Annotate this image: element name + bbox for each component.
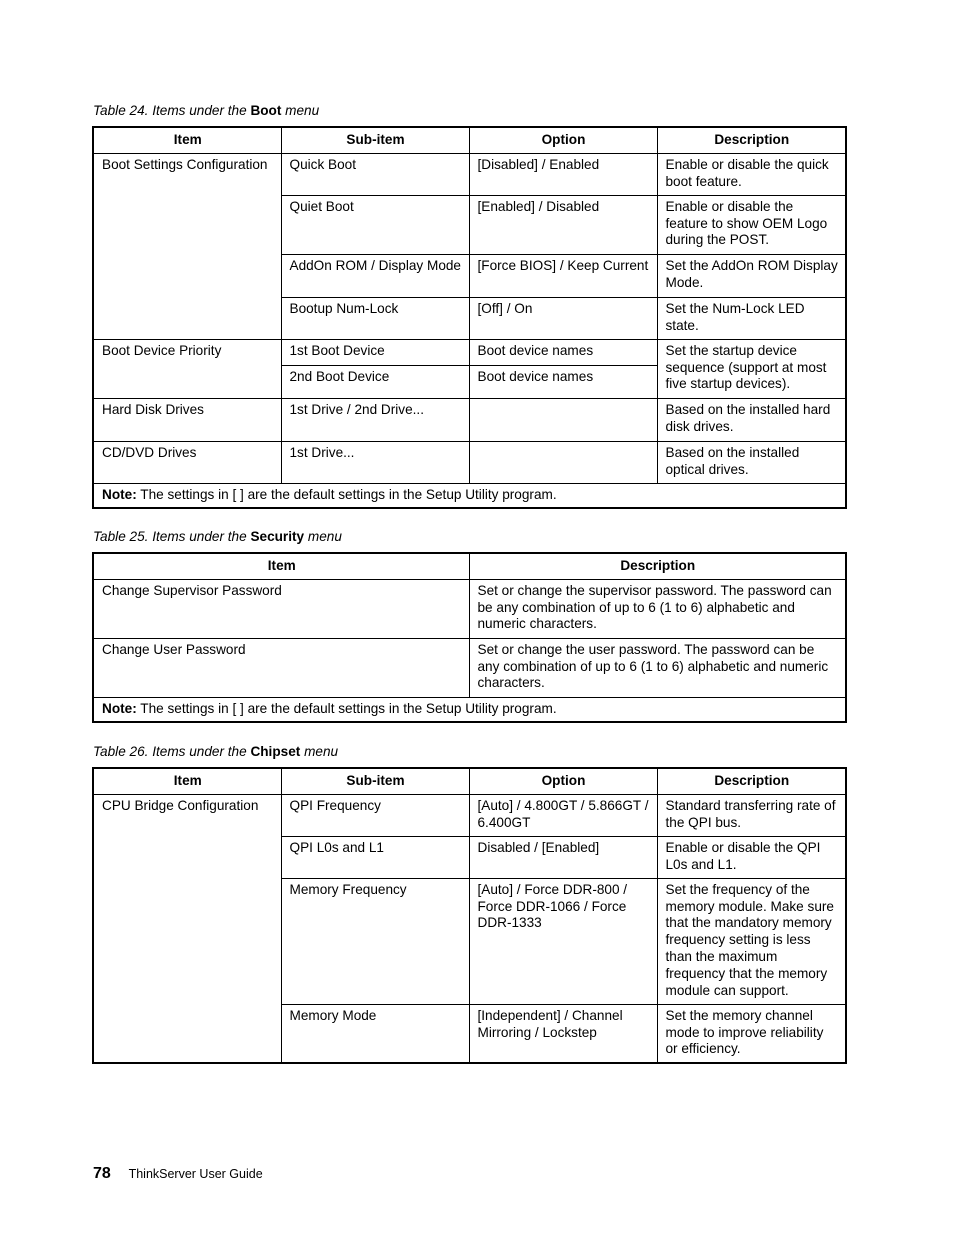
cell-description: Set the startup device sequence (support at most five startup devices). (657, 339, 846, 398)
cell-subitem: QPI Frequency (281, 794, 469, 836)
cell-option: Boot device names (469, 339, 657, 365)
cell-item: Change User Password (93, 638, 469, 697)
page-footer (93, 1166, 263, 1183)
caption-menu-name: Security (250, 529, 305, 544)
cell-subitem: 1st Boot Device (281, 339, 469, 365)
cell-subitem: 1st Drive... (281, 441, 469, 483)
header-description: Description (657, 768, 846, 794)
table-note-row (93, 483, 846, 507)
cell-subitem: Quick Boot (281, 153, 469, 195)
cell-description: Set the frequency of the memory module. Make sure that the mandatory memory frequency setting is less than the maximum frequency that the memory module can support. (657, 878, 846, 1004)
table-header-row (93, 553, 846, 579)
header-option: Option (469, 768, 657, 794)
cell-subitem: Memory Frequency (281, 878, 469, 1004)
header-item: Item (93, 127, 281, 153)
cell-description: Standard transferring rate of the QPI bus. (657, 794, 846, 836)
cell-subitem: Memory Mode (281, 1004, 469, 1063)
table24-boot-menu (92, 126, 847, 509)
cell-option: Boot device names (469, 365, 657, 398)
header-item: Item (93, 553, 469, 579)
table25-security-menu (92, 552, 847, 723)
cell-option (469, 398, 657, 441)
cell-description: Set or change the user password. The password can be any combination of up to 6 (1 to 6) alphabetic and numeric characters. (469, 638, 846, 697)
header-option: Option (469, 127, 657, 153)
cell-subitem: 1st Drive / 2nd Drive... (281, 398, 469, 441)
note-text: The settings in [ ] are the default settings in the Setup Utility program. (136, 700, 557, 716)
caption-suffix: menu (300, 744, 339, 759)
cell-subitem: Bootup Num-Lock (281, 297, 469, 339)
cell-description: Set the memory channel mode to improve reliability or efficiency. (657, 1004, 846, 1063)
cell-description: Enable or disable the quick boot feature. (657, 153, 846, 195)
cell-description: Enable or disable the QPI L0s and L1. (657, 836, 846, 878)
table-row (93, 398, 846, 441)
table-note (93, 483, 846, 507)
cell-option: [Auto] / 4.800GT / 5.866GT / 6.400GT (469, 794, 657, 836)
note-text: The settings in [ ] are the default settings in the Setup Utility program. (136, 486, 557, 502)
table-row (93, 579, 846, 638)
cell-item: Hard Disk Drives (93, 398, 281, 441)
table-row (93, 794, 846, 836)
cell-subitem: AddOn ROM / Display Mode (281, 254, 469, 297)
cell-description: Enable or disable the feature to show OEM Logo during the POST. (657, 195, 846, 254)
cell-description: Based on the installed hard disk drives. (657, 398, 846, 441)
cell-item: Boot Settings Configuration (93, 153, 281, 339)
table-row (93, 441, 846, 483)
header-description: Description (469, 553, 846, 579)
table26-chipset-menu (92, 767, 847, 1064)
cell-option (469, 441, 657, 483)
note-label: Note: (102, 700, 137, 716)
cell-option: [Enabled] / Disabled (469, 195, 657, 254)
cell-option: [Off] / On (469, 297, 657, 339)
note-label: Note: (102, 486, 137, 502)
cell-description: Set the AddOn ROM Display Mode. (657, 254, 846, 297)
cell-item: Change Supervisor Password (93, 579, 469, 638)
page-number: 78 (93, 1165, 111, 1182)
caption-prefix: Table 25. Items under the (93, 529, 251, 544)
cell-subitem: Quiet Boot (281, 195, 469, 254)
table-note (93, 697, 846, 721)
cell-option: [Independent] / Channel Mirroring / Lockstep (469, 1004, 657, 1063)
table-header-row (93, 127, 846, 153)
cell-option: [Auto] / Force DDR-800 / Force DDR-1066 / Force DDR-1333 (469, 878, 657, 1004)
table26-caption (93, 744, 338, 761)
caption-suffix: menu (281, 103, 320, 118)
guide-title: ThinkServer User Guide (128, 1167, 263, 1181)
table-row (93, 638, 846, 697)
cell-description: Set the Num-Lock LED state. (657, 297, 846, 339)
cell-option: [Disabled] / Enabled (469, 153, 657, 195)
cell-option: [Force BIOS] / Keep Current (469, 254, 657, 297)
cell-subitem: 2nd Boot Device (281, 365, 469, 398)
header-subitem: Sub-item (281, 768, 469, 794)
header-subitem: Sub-item (281, 127, 469, 153)
cell-subitem: QPI L0s and L1 (281, 836, 469, 878)
caption-menu-name: Chipset (250, 744, 301, 759)
caption-prefix: Table 26. Items under the (93, 744, 251, 759)
table-header-row (93, 768, 846, 794)
caption-prefix: Table 24. Items under the (93, 103, 251, 118)
table-note-row (93, 697, 846, 721)
table-row (93, 339, 846, 365)
cell-item: Boot Device Priority (93, 339, 281, 398)
caption-menu-name: Boot (250, 103, 282, 118)
cell-description: Set or change the supervisor password. The password can be any combination of up to 6 (1 to 6) alphabetic and numeric characters. (469, 579, 846, 638)
table-row (93, 153, 846, 195)
header-description: Description (657, 127, 846, 153)
table25-caption (93, 529, 342, 546)
cell-item: CPU Bridge Configuration (93, 794, 281, 1063)
caption-suffix: menu (304, 529, 342, 544)
header-item: Item (93, 768, 281, 794)
cell-item: CD/DVD Drives (93, 441, 281, 483)
table24-caption (93, 103, 319, 120)
cell-option: Disabled / [Enabled] (469, 836, 657, 878)
cell-description: Based on the installed optical drives. (657, 441, 846, 483)
